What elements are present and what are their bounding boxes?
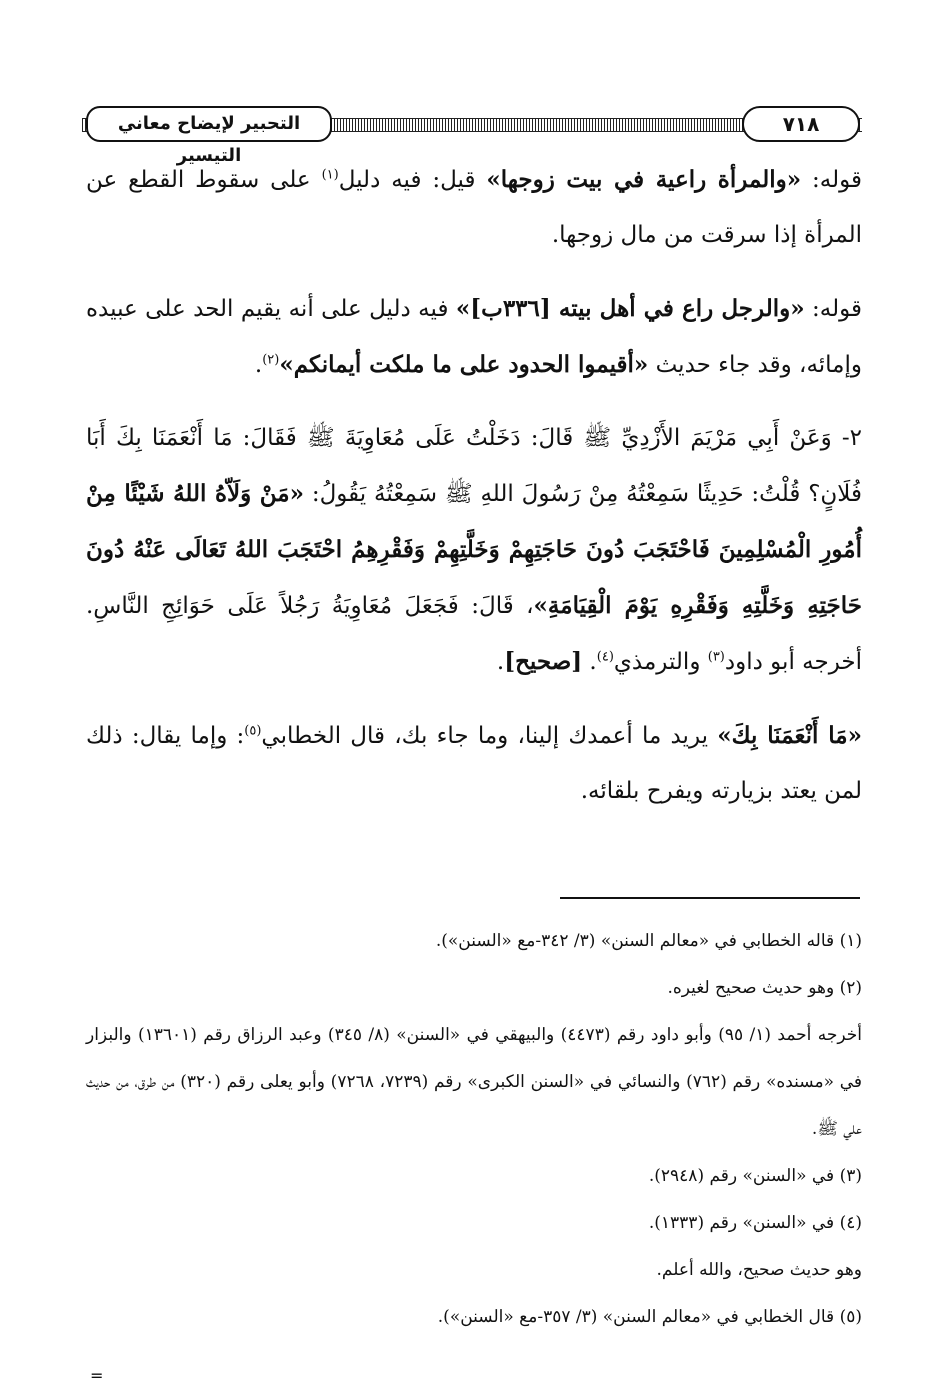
footnote-separator <box>560 897 860 899</box>
text: : وإما يقال: ذلك لمن يعتد بزيارته ويفرح بلقائه. <box>86 723 862 804</box>
text: ، قَالَ: فَجَعَلَ مُعَاوِيَةُ رَجُلاً عَلَى حَوَائِجِ النَّاسِ. أخرجه أبو داود <box>86 593 862 675</box>
footnote: (٣) في «السنن» رقم (٢٩٤٨). <box>648 1166 862 1186</box>
page-number: ٧١٨ <box>742 106 860 142</box>
footnote: أخرجه أحمد (١/ ٩٥) وأبو داود رقم (٤٤٧٣) والبيهقي في «السنن» (٨/ ٣٤٥) وعبد الرزاق رقم (١٣٦٠١) والبزار في «مسنده» رقم (٧٦٢) والنسائي في «السنن الكبرى» رقم (٧٢٣٩، ٧٢٦٨) وأبو يعلى رقم (٣٢٠) من طرق، من حديث علي ﷺ. <box>86 1025 863 1139</box>
main-text <box>86 152 862 819</box>
continuation-mark: = <box>90 1366 104 1385</box>
book-title: التحبير لإيضاح معاني التيسير <box>86 106 332 142</box>
footnote: وهو حديث صحيح، والله أعلم. <box>656 1260 862 1280</box>
footnote: (٤) في «السنن» رقم (١٣٣٣). <box>648 1213 862 1233</box>
grading-label: [صحيح] <box>504 648 583 675</box>
paragraph-4 <box>86 708 862 819</box>
paragraph-3-hadith <box>86 411 862 690</box>
footnote-ref: (٥) <box>244 723 262 739</box>
footnotes <box>86 918 862 1341</box>
text: . <box>582 649 597 675</box>
footnote-ref: (٤) <box>596 649 614 665</box>
quoted-phrase: «والمرأة راعية في بيت زوجها» <box>486 166 802 193</box>
hadith-text: «مَنْ وَلَاّهُ اللهُ شَيْئًا مِنْ أُمُورِ الْمُسْلِمِينَ فَاحْتَجَبَ دُونَ حَاجَتِهِمْ وَخَلَّتِهِمْ وَفَقْرِهِمُ احْتَجَبَ اللهُ تَعَالَى عَنْهُ دُونَ حَاجَتِهِ وَخَلَّتِهِ وَفَقْرِهِ يَوْمَ الْقِيَامَةِ» <box>86 480 862 619</box>
footnote: (٥) قال الخطابي في «معالم السنن» (٣/ ٣٥٧-مع «السنن»). <box>437 1307 862 1327</box>
quoted-phrase: «والرجل راع في أهل بيته [٣٣٦ب]» <box>455 295 805 322</box>
text: . <box>496 649 505 675</box>
text: على سقوط القطع عن المرأة إذا سرقت من مال زوجها. <box>86 167 862 248</box>
text: قيل: فيه دليل <box>338 167 487 193</box>
text: فيه دليل على أنه يقيم الحد على عبيده وإمائه، وقد جاء حديث <box>86 296 862 378</box>
text: قوله: <box>801 167 862 193</box>
text: والترمذي <box>613 649 708 675</box>
text: ٢- وَعَنْ أَبِي مَرْيَمَ الأَزْدِيِّ ﷺ قَالَ: دَخَلْتُ عَلَى مُعَاوِيَةَ ﷺ فَقَالَ: مَا أَنْعَمَنَا بِكَ أَبَا فُلَانٍ؟ قُلْتُ: حَدِيثًا سَمِعْتُهُ مِنْ رَسُولَ اللهِ ﷺ سَمِعْتُهُ يَقُولُ: <box>86 425 863 507</box>
quoted-phrase: «مَا أَنْعَمَنَا بِكَ» <box>717 722 862 749</box>
footnote: (١) قاله الخطابي في «معالم السنن» (٣/ ٣٤٢-مع «السنن»). <box>435 931 862 951</box>
text: . <box>254 352 263 378</box>
footnote-ref: (٢) <box>262 352 280 368</box>
footnote: (٢) وهو حديث صحيح لغيره. <box>667 978 862 998</box>
footnote-ref: (٣) <box>707 649 725 665</box>
text: يريد ما أعمدك إلينا، وما جاء بك، قال الخطابي <box>261 723 718 749</box>
page-header <box>82 104 862 166</box>
paragraph-2 <box>86 281 862 393</box>
quoted-hadith: «أقيموا الحدود على ما ملكت أيمانكم» <box>279 351 649 378</box>
paragraph-1 <box>86 152 862 263</box>
footnote-ref: (١) <box>321 167 339 183</box>
text: قوله: <box>804 296 862 322</box>
